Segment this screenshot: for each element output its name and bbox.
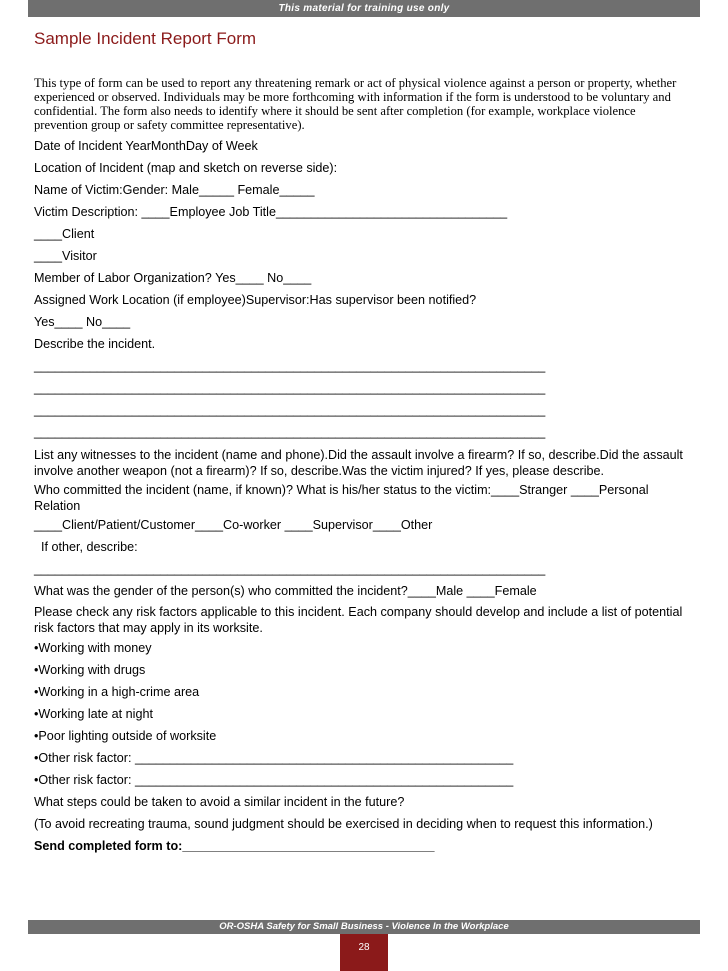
send-form-to-line: Send completed form to:____________________________________ [34, 839, 435, 853]
page-title: Sample Incident Report Form [34, 29, 257, 48]
work-location-line: Assigned Work Location (if employee)Supervisor:Has supervisor been notified? [34, 293, 477, 307]
date-line: Date of Incident YearMonthDay of Week [34, 139, 258, 153]
labor-organization-line: Member of Labor Organization? Yes____ No____ [34, 271, 312, 285]
risk-factor-item: •Working in a high-crime area [34, 685, 200, 699]
blank-line: _________________________________________________________________________ [34, 403, 546, 417]
page-number: 28 [340, 934, 388, 971]
risk-factor-item: •Working with drugs [34, 663, 146, 677]
describe-incident-label: Describe the incident. [34, 337, 156, 351]
location-line: Location of Incident (map and sketch on reverse side): [34, 161, 338, 175]
who-committed-question: Who committed the incident (name, if known)? What is his/her status to the victim:____Stranger ____Personal Relation [34, 483, 649, 513]
other-risk-factor-line: •Other risk factor: ______________________________________________________ [34, 773, 514, 787]
trauma-note: (To avoid recreating trauma, sound judgment should be exercised in deciding when to request this information.) [34, 817, 653, 831]
prevention-steps-question: What steps could be taken to avoid a similar incident in the future? [34, 795, 405, 809]
blank-line: _________________________________________________________________________ [34, 381, 546, 395]
training-banner: This material for training use only [28, 0, 700, 17]
relation-options: ____Client/Patient/Customer____Co-worker ____Supervisor____Other [34, 518, 433, 532]
blank-line: _________________________________________________________________________ [34, 562, 546, 576]
risk-factor-item: •Poor lighting outside of worksite [34, 729, 217, 743]
other-risk-factor-line: •Other risk factor: ______________________________________________________ [34, 751, 514, 765]
supervisor-notified-line: Yes____ No____ [34, 315, 131, 329]
intro-paragraph: This type of form can be used to report any threatening remark or act of physical violence against a person or property, whether experienced or observed. Individuals may be more forthcoming with information if the form is understood to be voluntary and confidential. The form also needs to identify where it should be sent after completion (for example, workplace violence prevention group or safety committee representative). [34, 76, 677, 132]
victim-name-line: Name of Victim:Gender: Male_____ Female_____ [34, 183, 315, 197]
risk-factors-intro: Please check any risk factors applicable to this incident. Each company should develop and include a list of potential risk factors that may apply in its worksite. [34, 605, 683, 635]
victim-description-line: Victim Description: ____Employee Job Title_________________________________ [34, 205, 508, 219]
visitor-option: ____Visitor [34, 249, 97, 263]
risk-factor-item: •Working late at night [34, 707, 153, 721]
gender-question: What was the gender of the person(s) who committed the incident?____Male ____Female [34, 584, 537, 598]
blank-line: _________________________________________________________________________ [34, 425, 546, 439]
witnesses-question: List any witnesses to the incident (name and phone).Did the assault involve a firearm? If so, describe.Did the assault involve another weapon (not a firearm)? If so, describe.Was the victim injured? If yes, please describe. [34, 448, 683, 478]
risk-factor-item: •Working with money [34, 641, 152, 655]
blank-line: _________________________________________________________________________ [34, 359, 546, 373]
client-option: ____Client [34, 227, 95, 241]
if-other-label: If other, describe: [34, 540, 138, 554]
footer-banner: OR-OSHA Safety for Small Business - Violence In the Workplace [28, 920, 700, 934]
